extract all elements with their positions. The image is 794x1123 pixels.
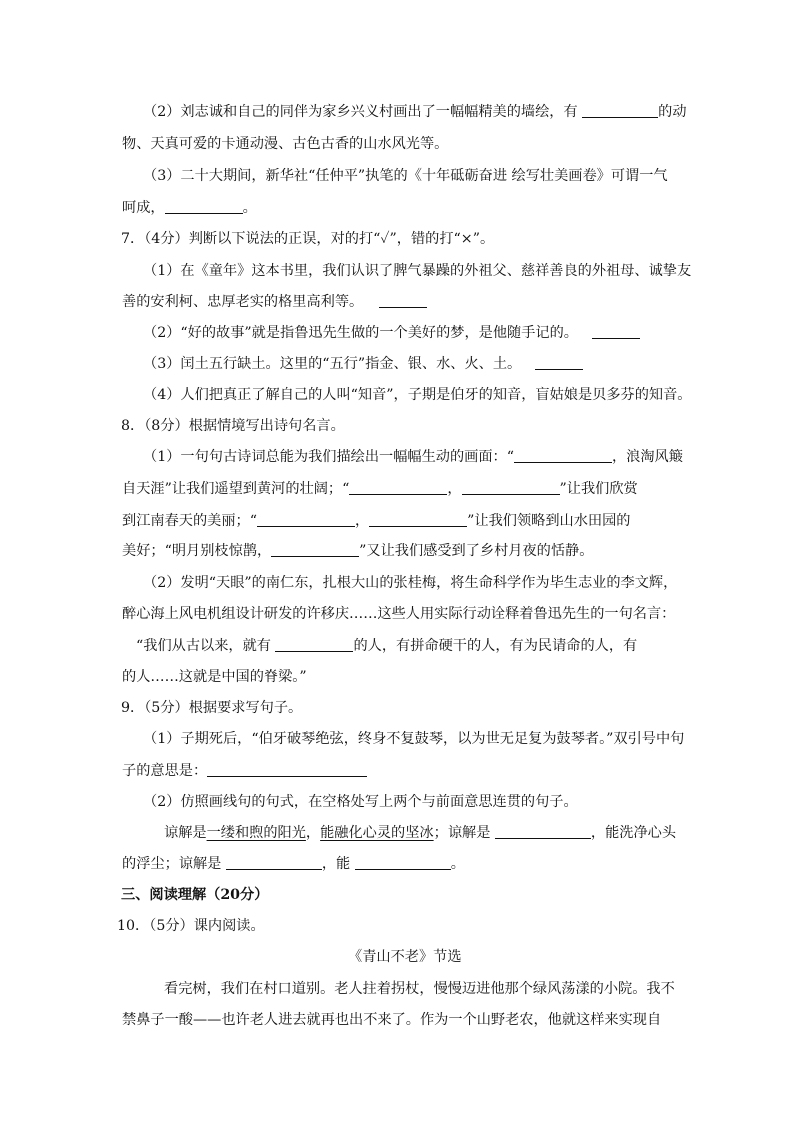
q9-item2-line1: （2）仿照画线句的句式，在空格处写上两个与前面意思连贯的句子。 [143, 794, 578, 810]
q8-item1-line4: 美好；“明月别枝惊鹊， ”又让我们感受到了乡村月夜的恬静。 [122, 543, 594, 559]
answer-blank[interactable] [257, 512, 355, 527]
q8-item2-line4: 的人……这就是中国的脊梁。” [122, 669, 307, 685]
underlined-phrase: 一缕和煦的阳光 [206, 825, 306, 841]
answer-blank[interactable] [355, 855, 451, 870]
q8-item1-line2: 自天涯”让我们遥望到黄河的壮阔；“ ， ”让我们欣赏 [122, 481, 638, 497]
q7-item1-line2: 善的安利柯、忠厚老实的格里高利等。 [122, 292, 427, 312]
passage-line1: 看完树，我们在村口道别。老人拄着拐杖，慢慢迈进他那个绿风荡漾的小院。我不 [164, 981, 675, 997]
answer-blank[interactable] [226, 855, 322, 870]
q8-item2-line3: “我们从古以来，就有 的人，有拼命硬干的人，有为民请命的人，有 [136, 638, 638, 654]
underlined-phrase: 能融化心灵的坚冰 [320, 825, 434, 841]
q9-item2-line2: 谅解是一缕和煦的阳光，能融化心灵的坚冰；谅解是 ，能洗净心头 [164, 825, 677, 841]
answer-blank[interactable] [535, 355, 583, 370]
answer-blank[interactable] [207, 762, 367, 777]
section-3-heading: 三、阅读理解（20分） [121, 887, 269, 903]
answer-blank[interactable] [349, 480, 447, 495]
q9-item1-line2: 子的意思是： [122, 761, 367, 781]
answer-blank[interactable] [514, 448, 612, 463]
q7-item2: （2）“好的故事”就是指鲁迅先生做的一个美好的梦，是他随手记的。 [143, 323, 640, 343]
q10-heading: 10．（5分）课内阅读。 [117, 918, 265, 934]
q8-item2-line1: （2）发明“天眼”的南仁东，扎根大山的张桂梅，将生命科学作为毕生志业的李文辉， [143, 575, 678, 591]
answer-blank[interactable] [495, 824, 591, 839]
answer-blank[interactable] [165, 199, 243, 214]
answer-blank[interactable] [592, 324, 640, 339]
answer-blank[interactable] [275, 637, 353, 652]
q8-item2-line2: 醉心海上风电机组设计研发的许移庆……这些人用实际行动诠释着鲁迅先生的一句名言： [122, 606, 676, 622]
q6-item2-line2: 物、天真可爱的卡通动漫、古色古香的山水风光等。 [122, 136, 449, 152]
q6-item3-line1: （3）二十大期间，新华社“任仲平”执笔的《十年砥砺奋进 绘写壮美画卷》可谓一气 [143, 168, 668, 184]
q6-item2-line1: （2）刘志诚和自己的同伴为家乡兴义村画出了一幅幅精美的墙绘，有 的动 [143, 104, 687, 120]
q8-item1-line3: 到江南春天的美丽；“ ， ”让我们领略到山水田园的 [122, 513, 631, 529]
q7-item4: （4）人们把真正了解自己的人叫“知音”，子期是伯牙的知音，盲姑娘是贝多芬的知音。 [143, 387, 692, 403]
answer-blank[interactable] [582, 103, 658, 118]
q7-heading: 7．（4分）判断以下说法的正误，对的打“✓”，错的打“×”。 [121, 231, 495, 247]
answer-blank[interactable] [369, 512, 467, 527]
answer-blank[interactable] [271, 542, 359, 557]
q7-item3: （3）闰土五行缺土。这里的“五行”指金、银、水、火、土。 [143, 354, 583, 374]
q7-item1-line1: （1）在《童年》这本书里，我们认识了脾气暴躁的外祖父、慈祥善良的外祖母、诚挚友 [143, 263, 692, 279]
q8-heading: 8．（8分）根据情境写出诗句名言。 [121, 418, 345, 434]
passage-title: 《青山不老》节选 [348, 949, 462, 965]
q9-heading: 9．（5分）根据要求写句子。 [121, 700, 303, 716]
q9-item1-line1: （1）子期死后，“伯牙破琴绝弦，终身不复鼓琴，以为世无足复为鼓琴者。”双引号中句 [143, 731, 685, 747]
q9-item2-line3: 的浮尘；谅解是 ，能 。 [122, 856, 465, 872]
answer-blank[interactable] [379, 293, 427, 308]
answer-blank[interactable] [462, 480, 560, 495]
q8-item1-line1: （1）一句句古诗词总能为我们描绘出一幅幅生动的画面：“ ，浪淘风簸 [143, 449, 683, 465]
passage-line2: 禁鼻子一酸——也许老人进去就再也出不来了。作为一个山野老农，他就这样来实现自 [122, 1012, 662, 1028]
q6-item3-line2: 呵成， 。 [122, 200, 257, 216]
